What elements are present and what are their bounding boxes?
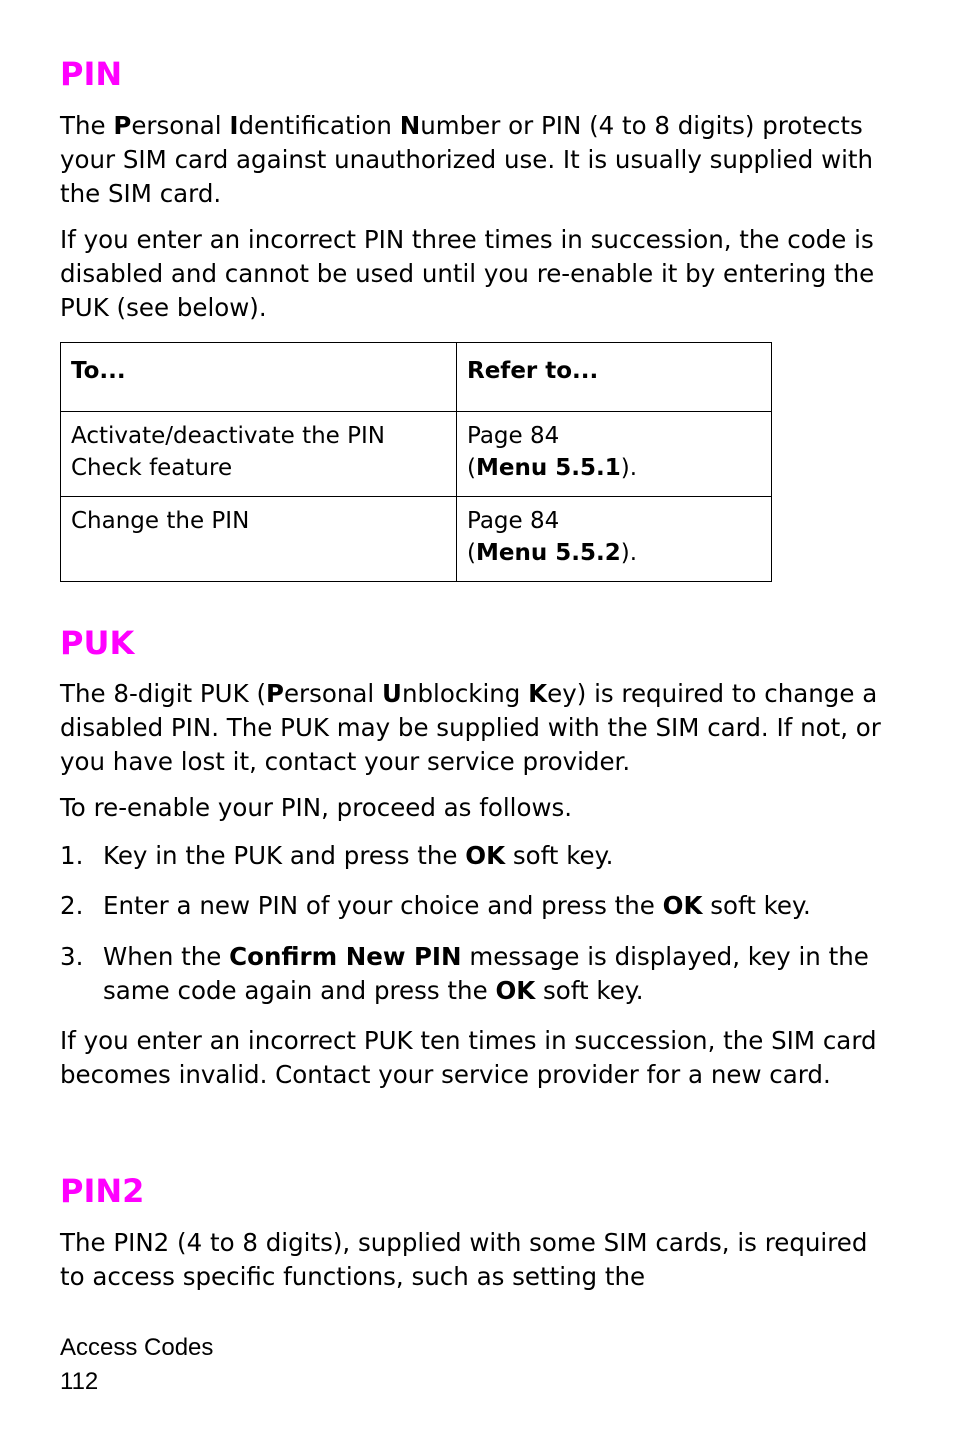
ok-key-label: OK	[465, 841, 506, 870]
text: message is displayed, key in the same code again and press the	[103, 942, 869, 1005]
heading-puk: PUK	[60, 624, 135, 662]
bold-letter: N	[399, 111, 421, 140]
list-item	[60, 839, 890, 873]
puk-reenable-paragraph: To re-enable your PIN, proceed as follows.	[60, 793, 573, 822]
pin2-intro-paragraph: The PIN2 (4 to 8 digits), supplied with some SIM cards, is required to access specific functions, such as setting the	[60, 1228, 868, 1291]
text: The	[60, 111, 114, 140]
puk-intro-paragraph	[60, 677, 890, 779]
bold-letter: K	[528, 679, 548, 708]
pin-intro-paragraph	[60, 109, 890, 211]
bold-letter: P	[266, 679, 284, 708]
text: Key in the PUK and press the	[103, 841, 466, 870]
table-header-to: To...	[61, 343, 457, 412]
bold-letter: P	[113, 111, 132, 140]
list-item	[60, 889, 890, 923]
text: soft key.	[702, 891, 811, 920]
paren: ).	[620, 540, 638, 566]
text: Enter a new PIN of your choice and press the	[103, 891, 663, 920]
step-number: 2.	[60, 891, 84, 920]
ok-key-label: OK	[662, 891, 703, 920]
text: umber or PIN (4 to 8 digits) protects your SIM card against unauthorized use. It is usually supplied with the SIM card.	[60, 111, 874, 208]
pin-disabled-paragraph: If you enter an incorrect PIN three times in succession, the code is disabled and cannot be used until you re-enable it by entering the PUK (see below).	[60, 225, 875, 322]
table-cell-to: Change the PIN	[61, 497, 457, 582]
text: The 8-digit PUK (	[60, 679, 267, 708]
pin-reference-table	[60, 342, 772, 582]
text: dentification	[238, 111, 400, 140]
table-row	[61, 412, 772, 497]
confirm-new-pin-label: Confirm New PIN	[229, 942, 462, 971]
menu-ref: Menu 5.5.2	[475, 540, 621, 566]
table-cell-to: Activate/deactivate the PIN Check feature	[61, 412, 457, 497]
list-item	[60, 940, 890, 1008]
heading-pin2: PIN2	[60, 1172, 145, 1210]
step-number: 3.	[60, 942, 84, 971]
text: soft key.	[505, 841, 614, 870]
paren: (	[467, 455, 476, 481]
text: ersonal	[283, 679, 383, 708]
step-number: 1.	[60, 841, 84, 870]
puk-steps-list	[60, 839, 890, 1008]
text: nblocking	[401, 679, 529, 708]
text: ey) is required to change a disabled PIN. The PUK may be supplied with the SIM card. If not, or you have lost it, contact your service provider.	[60, 679, 881, 776]
puk-invalid-paragraph: If you enter an incorrect PUK ten times in succession, the SIM card becomes invalid. Contact your service provider for a new card.	[60, 1026, 877, 1089]
table-cell-refer	[457, 497, 772, 582]
page-ref: Page 84	[467, 423, 560, 449]
table-header-row	[61, 343, 772, 412]
table-header-refer: Refer to...	[457, 343, 772, 412]
text: ersonal	[131, 111, 230, 140]
heading-pin: PIN	[60, 55, 123, 93]
table-cell-refer	[457, 412, 772, 497]
footer-section-title: Access Codes	[60, 1334, 214, 1361]
menu-ref: Menu 5.5.1	[475, 455, 621, 481]
bold-letter: U	[382, 679, 402, 708]
paren: (	[467, 540, 476, 566]
page-ref: Page 84	[467, 508, 560, 534]
text: When the	[103, 942, 230, 971]
footer-page-number: 112	[60, 1368, 99, 1395]
ok-key-label: OK	[495, 976, 536, 1005]
bold-letter: I	[229, 111, 239, 140]
table-row	[61, 497, 772, 582]
paren: ).	[620, 455, 638, 481]
text: soft key.	[535, 976, 644, 1005]
